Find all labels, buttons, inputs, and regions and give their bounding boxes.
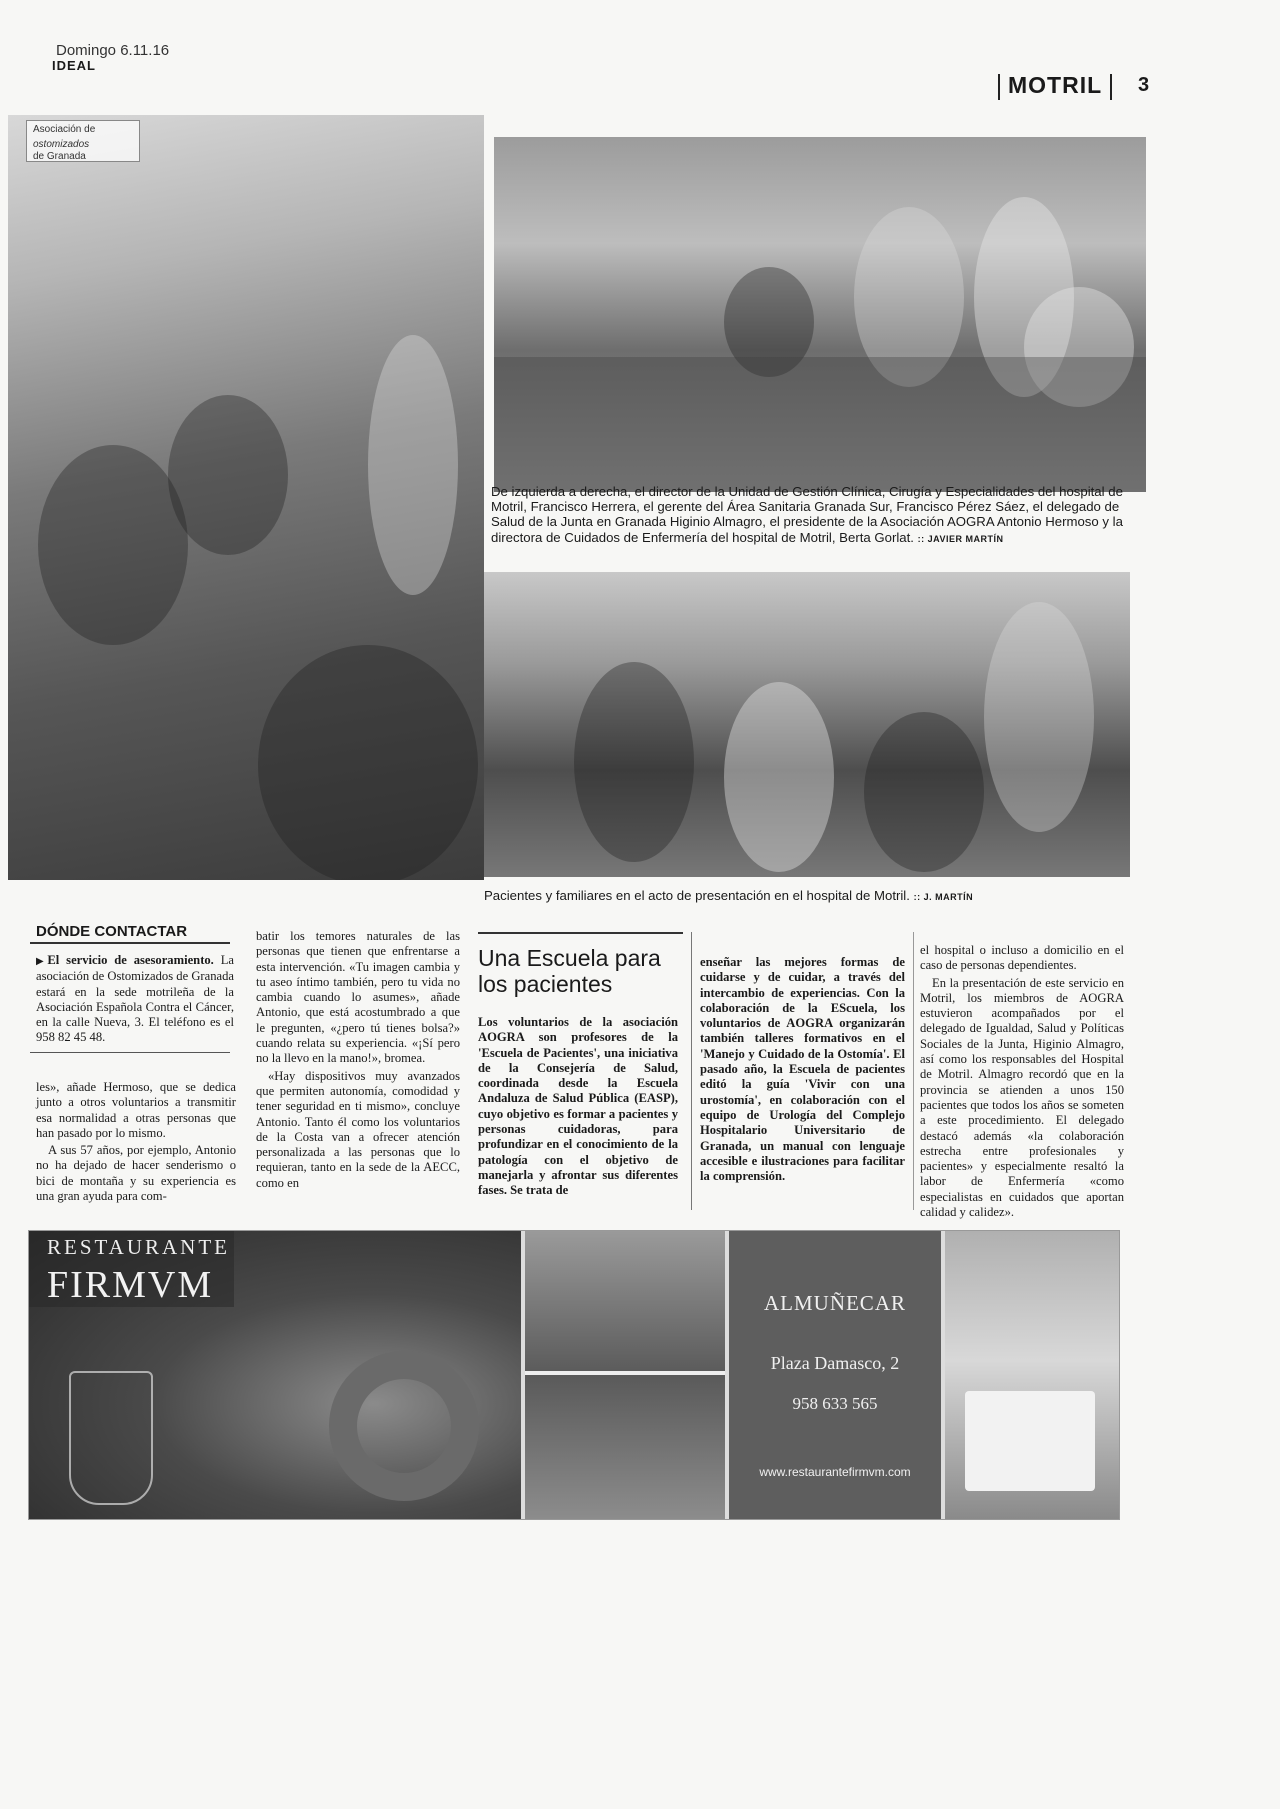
top-caption-credit: :: JAVIER MARTÍN bbox=[917, 533, 1004, 544]
sidebar-column-b: enseñar las mejores formas de cuidarse y de cuidar, a través del intercambio de experiencias. Con la colaboración de la EScuela, los voluntarios de AOGRA organizarán también talleres formativos en el 'Manejo y Cuidado de la Ostomía'. El pasado año, la Escuela de pacientes editó la guía 'Vivir con una urostomía', en colaboración con el equipo de Urología del Complejo Hospitalario Universitario de Granada, un manual con lenguaje accesible e ilustraciones para facilitar la comprensión. bbox=[700, 955, 905, 1184]
ad-photo-dining-room bbox=[945, 1231, 1119, 1519]
photo-audience-left bbox=[8, 115, 484, 880]
contact-service-text: La asociación de Ostomizados de Granada estará en la sede motrileña de la Asociación Española Contra el Cáncer, en la calle Nueva, 3. El teléfono es el 958 82 45 48. bbox=[36, 953, 234, 1045]
ad-address: Plaza Damasco, 2 bbox=[770, 1353, 900, 1373]
article-col1-paragraph-1: les», añade Hermoso, que se dedica junto a otros voluntarios a transmitir esa normalidad a otras personas que han pasado por lo mismo. bbox=[36, 1080, 236, 1140]
ad-restaurant-name: FIRMVM bbox=[47, 1264, 214, 1306]
section-name: MOTRIL bbox=[1008, 72, 1103, 98]
restaurant-advertisement bbox=[28, 1230, 1120, 1520]
ad-city: ALMUÑECAR bbox=[763, 1291, 906, 1315]
page-number: 3 bbox=[1138, 74, 1150, 96]
contact-box-rule bbox=[30, 942, 230, 944]
issue-date: Domingo 6.11.16 bbox=[56, 42, 170, 59]
article-column-4 bbox=[920, 943, 1124, 1222]
logo-line-3: de Granada bbox=[33, 151, 86, 162]
napkin-ring-icon bbox=[329, 1351, 479, 1501]
sidebar-headline-rule bbox=[478, 932, 683, 934]
article-column-2 bbox=[256, 929, 460, 1193]
contact-service-title: El servicio de asesoramiento. bbox=[47, 953, 214, 967]
newspaper-name: IDEAL bbox=[52, 58, 96, 73]
mid-photo-caption bbox=[484, 888, 1134, 905]
article-col4-paragraph-2: En la presentación de este servicio en Motril, los miembros de AOGRA estuvieron acompañados por el delegado de Igualdad, Salud y Políticas Sociales de la Junta, Higinio Almagro, así como los responsables del Hospital de Motril. Almagro recordó que en la provincia se atienden a unos 150 pacientes que todos los años se someten a este procedimiento. El delegado destacó además «la colaboración estrecha entre profesionales y pacientes» y especialmente resaltó la labor de Enfermería «como especialistas en cuidados que aportan calidad y calidez». bbox=[920, 975, 1124, 1220]
top-photo-caption bbox=[491, 484, 1143, 547]
article-col2-paragraph-1: batir los temores naturales de las personas que tienen que enfrentarse a esta intervención. «Tu imagen cambia y tu aseo íntimo también, pero tu vida no cambia cuando lo asumes», añade Antonio, que está acostumbrado a que le pregunten, «¿pero tú tienes bolsa?» cuando relata su experiencia. «¡Sí pero no la llevo en la mano!», bromea. bbox=[256, 929, 460, 1066]
article-column-1 bbox=[36, 1080, 236, 1206]
article-col4-paragraph-1: el hospital o incluso a domicilio en el caso de personas dependientes. bbox=[920, 943, 1124, 973]
wine-glass-icon bbox=[69, 1371, 153, 1505]
photo-presentation-table bbox=[494, 137, 1146, 492]
sidebar-column-a: Los voluntarios de la asociación AOGRA son profesores de la 'Escuela de Pacientes', una iniciativa de la Consejería de Salud, coordinada desde la Escuela Andaluza de Salud Pública (EASP), cuyo objetivo es formar a pacientes y personas cuidadoras, para profundizar en el conocimiento de la patología con el objetivo de manejarla y afrontar sus diferentes fases. Se trata de bbox=[478, 1015, 678, 1198]
article-col1-paragraph-2: A sus 57 años, por ejemplo, Antonio no ha dejado de hacer senderismo o bici de montaña y su experiencia es una gran ayuda para com- bbox=[36, 1143, 236, 1204]
aogra-logo bbox=[26, 120, 140, 162]
ad-photo-street-interior bbox=[525, 1231, 725, 1519]
top-caption-text: De izquierda a derecha, el director de la Unidad de Gestión Clínica, Cirugía y Especialidades del hospital de Motril, Francisco Herrera, el gerente del Área Sanitaria Granada Sur, Francisco Pérez Sáez, el delegado de Salud de la Junta en Granada Higinio Almagro, el presidente de la Asociación AOGRA Antonio Hermoso y la directora de Cuidados de Enfermería del hospital de Motril, Berta Gorlat. bbox=[491, 484, 1123, 545]
photo-patients-audience bbox=[484, 572, 1130, 877]
contact-box-body bbox=[36, 953, 234, 1048]
logo-line-2: ostomizados bbox=[33, 139, 90, 150]
mid-caption-text: Pacientes y familiares en el acto de presentación en el hospital de Motril. bbox=[484, 888, 910, 903]
triangle-bullet-icon: ▶ bbox=[36, 956, 48, 967]
contact-box-title: DÓNDE CONTACTAR bbox=[36, 923, 188, 940]
contact-box-bottom-rule bbox=[30, 1052, 230, 1053]
article-col2-paragraph-2: «Hay dispositivos muy avanzados que permiten autonomía, comodidad y tener seguridad en ti mismo», concluye Antonio. Tanto él como los voluntarios de la Costa van a ofrecer atención personalizada a las personas que lo requieran, tanto en la sede de la AECC, como en bbox=[256, 1068, 460, 1190]
sidebar-headline: Una Escuela para los pacientes bbox=[478, 945, 661, 997]
ad-restaurante-label: RESTAURANTE bbox=[47, 1235, 230, 1259]
ad-phone: 958 633 565 bbox=[792, 1394, 878, 1413]
sidebar-column-divider bbox=[691, 932, 692, 1210]
mid-caption-credit: :: J. MARTÍN bbox=[913, 892, 974, 902]
ad-website: www.restaurantefirmvm.com bbox=[759, 1465, 911, 1479]
logo-line-1: Asociación de bbox=[33, 124, 96, 135]
column-divider-right bbox=[913, 932, 914, 1210]
